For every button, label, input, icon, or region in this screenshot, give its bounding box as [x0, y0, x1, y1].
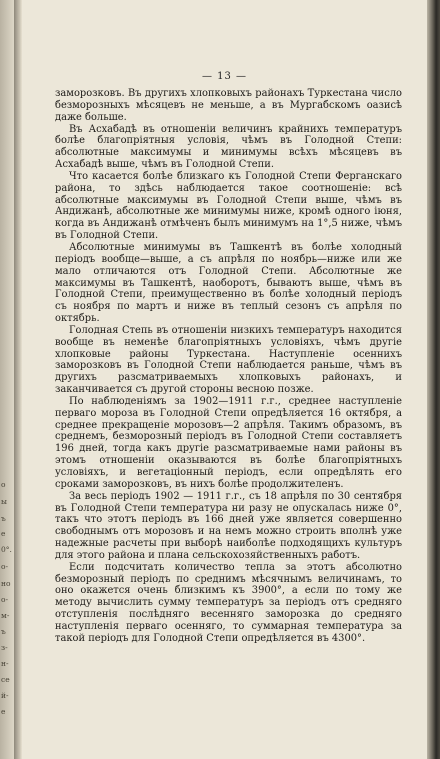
- book-page: [22, 0, 427, 759]
- adjacent-page-edge: [0, 0, 14, 759]
- paragraph: Абсолютные минимумы въ Ташкентѣ въ болѣе холодный періодъ вообще—выше, а съ апрѣля по ноябрь—ниже или же мало отличаются отъ Голодной Степи. Абсолютные же максимумы въ Ташкентѣ, наоборотъ, бываютъ выше, чѣмъ въ Голодной Степи, преимущественно въ болѣе холодный періодъ съ ноября по мартъ и ниже въ теплый сезонъ съ апрѣля по октябрь.: [55, 241, 402, 325]
- paragraph: Если подсчитать количество тепла за этотъ абсолютно безморозный періодъ по среднимъ мѣсячнымъ величинамъ, то оно окажется очень близкимъ къ 3900°, а если по тому же методу вычислить сумму температуръ за періодъ отъ средняго отступленія послѣдняго весенняго заморозка до средняго наступленія перваго осенняго, то суммарная температура за такой періодъ для Голодной Степи опредѣляется въ 4300°.: [55, 561, 402, 644]
- paragraph: Въ Асхабадѣ въ отношеніи величинъ крайнихъ температуръ болѣе благопріятныя условія, чѣмъ въ Голодной Степи: абсолютные максимумы и минимумы всѣхъ мѣсяцевъ въ Асхабадѣ выше, чѣмъ въ Голодной Степи.: [55, 123, 402, 171]
- book-gutter: [14, 0, 22, 759]
- margin-fragment: ъ: [1, 514, 6, 523]
- margin-fragment: о-: [1, 595, 9, 604]
- paragraph: За весь періодъ 1902 — 1911 г.г., съ 18 апрѣля по 30 сентября въ Голодной Степи температура ни разу не опускалась ниже 0°, такъ что этотъ періодъ въ 166 дней уже является совершенно свободнымъ отъ морозовъ и на немъ можно строить вполнѣ уже надежные расчеты при выборѣ наиболѣе подходящихъ культуръ для этого района и плана сельскохозяйственныхъ работъ.: [55, 490, 402, 561]
- margin-fragment: й-: [1, 691, 9, 700]
- body-text: [55, 88, 402, 645]
- paragraph: заморозковъ. Въ другихъ хлопковыхъ районахъ Туркестана число безморозныхъ мѣсяцевъ не меньше, а въ Мургабскомъ оазисѣ даже больше.: [55, 88, 402, 123]
- margin-fragment: се: [1, 675, 10, 684]
- margin-fragment: о-: [1, 562, 9, 571]
- paragraph: По наблюденіямъ за 1902—1911 г.г., среднее наступленіе перваго мороза въ Голодной Степи опредѣляется 16 октября, а среднее прекращеніе морозовъ—2 апрѣля. Такимъ образомъ, въ среднемъ, безморозный періодъ въ Голодной Степи составляетъ 196 дней, тогда какъ другіе разсматриваемые нами районы въ этомъ отношеніи оказываются въ болѣе благопріятныхъ условіяхъ, и вегетаціонный періодъ, если опредѣлять его сроками заморозковъ, въ нихъ болѣе продолжителенъ.: [55, 395, 402, 490]
- margin-fragment: ы: [1, 497, 7, 506]
- margin-fragment: о: [1, 480, 6, 489]
- margin-fragment: з-: [1, 643, 8, 652]
- paragraph: Что касается болѣе близкаго къ Голодной Степи Ферганскаго района, то здѣсь наблюдается такое соотношеніе: всѣ абсолютные максимумы въ Голодной Степи выше, чѣмъ въ Андижанѣ, абсолютные же минимумы ниже, кромѣ одного іюня, когда въ Андижанѣ отмѣченъ былъ минимумъ на 1°,5 ниже, чѣмъ въ Голодной Степи.: [55, 170, 402, 242]
- margin-fragment: е: [1, 529, 6, 538]
- book-fore-edge: [427, 0, 440, 759]
- margin-fragment: 0°.: [1, 545, 12, 554]
- margin-fragment: м-: [1, 611, 10, 620]
- margin-fragment: н-: [1, 659, 9, 668]
- margin-fragment: ъ: [1, 627, 6, 636]
- margin-fragment: е: [1, 707, 6, 716]
- page-number: — 13 —: [201, 71, 248, 82]
- margin-fragment: но: [1, 579, 11, 588]
- paragraph: Голодная Степь въ отношеніи низкихъ температуръ находится вообще въ неменѣе благопріятныхъ условіяхъ, чѣмъ другіе хлопковые районы Туркестана. Наступленіе осеннихъ заморозковъ въ Голодной Степи наблюдается раньше, чѣмъ въ другихъ разсматриваемыхъ хлопковыхъ районахъ, и заканчивается съ другой стороны весною позже.: [55, 324, 402, 396]
